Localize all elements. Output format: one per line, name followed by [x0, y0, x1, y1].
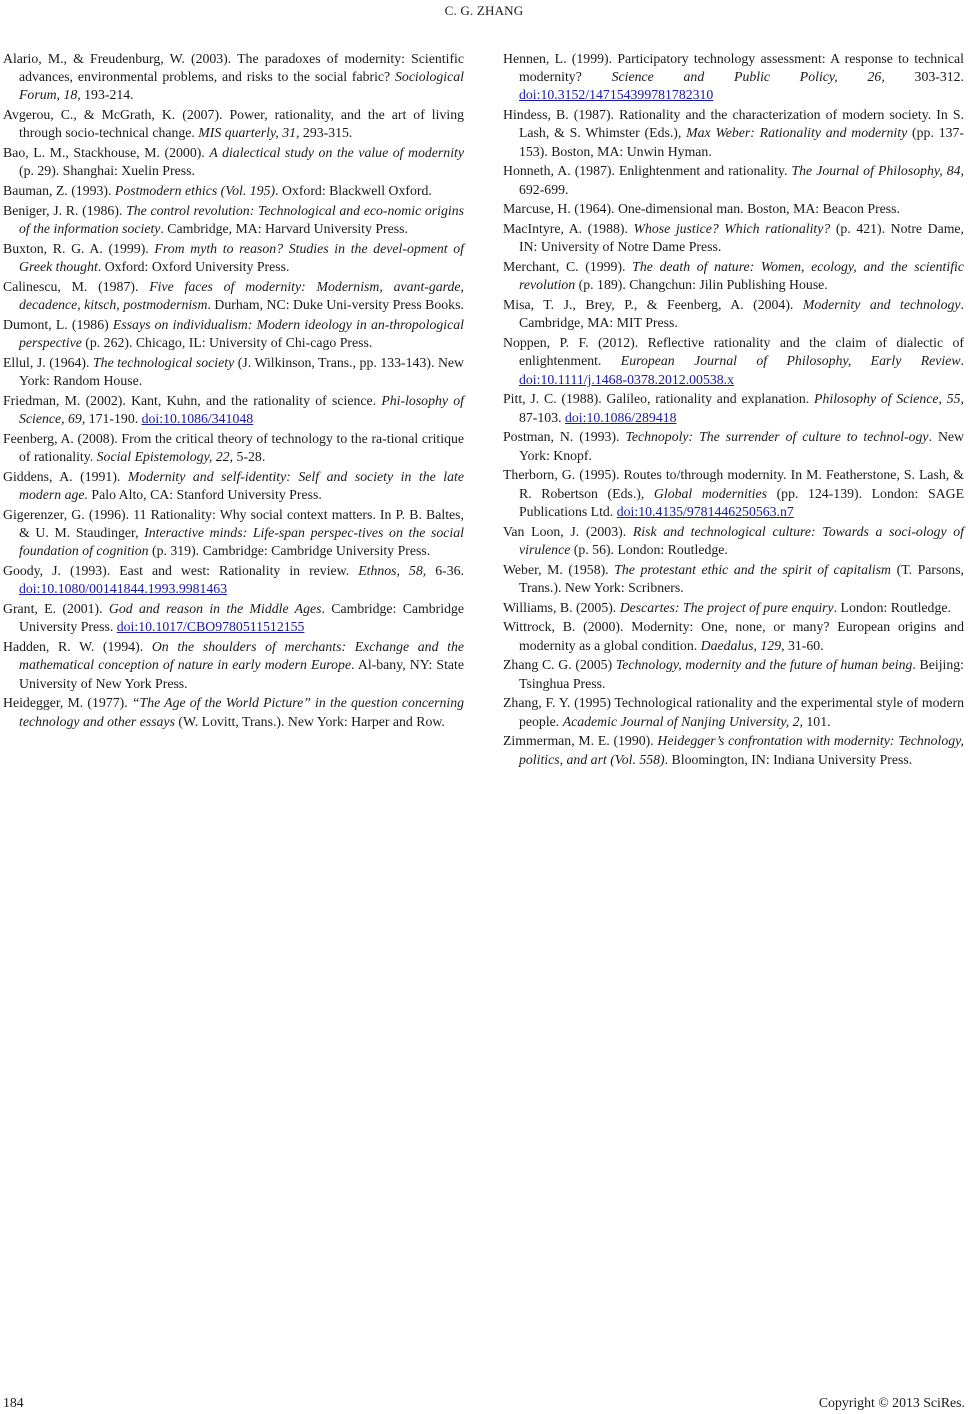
reference-italic-text: European Journal of Philosophy, Early Review	[620, 353, 961, 369]
reference-italic-text: The control revolution: Technological and eco-nomic origins of the information society	[19, 203, 464, 237]
reference-text: Ellul, J. (1964).	[3, 355, 93, 370]
reference-text: Misa, T. J., Brey, P., & Feenberg, A. (2004).	[503, 297, 803, 313]
reference-entry	[503, 258, 964, 294]
reference-text: 6-36.	[426, 563, 464, 579]
reference-text: Heidegger, M. (1977).	[3, 695, 132, 711]
running-head: C. G. ZHANG	[444, 3, 524, 18]
reference-text: . London: Routledge.	[833, 599, 951, 615]
reference-text: (pp. 124-139). London: SAGE Publications Ltd.	[519, 485, 964, 519]
reference-entry	[3, 50, 464, 105]
reference-entry	[503, 466, 964, 521]
page-number: 184	[3, 1395, 24, 1410]
reference-italic-text: From myth to reason? Studies in the devel-opment of Greek thought	[19, 241, 464, 275]
reference-italic-text: Science and Public Policy, 26,	[611, 69, 885, 85]
reference-italic-text: Max Weber: Rationality and modernity	[686, 125, 908, 141]
reference-text: 171-190.	[85, 411, 142, 427]
reference-italic-text: Risk and technological culture: Towards a soci-ology of virulence	[519, 523, 964, 557]
reference-italic-text: Technology, modernity and the future of human being	[615, 657, 913, 673]
reference-text: Calinescu, M. (1987).	[3, 279, 150, 294]
reference-italic-text: Ethnos, 58,	[358, 563, 427, 579]
doi-link[interactable]: doi:10.1111/j.1468-0378.2012.00538.x	[519, 371, 734, 387]
reference-text: Pitt, J. C. (1988). Galileo, rationality and explanation.	[503, 391, 815, 407]
reference-text: (T. Parsons, Trans.). New York: Scribners.	[519, 561, 964, 595]
reference-text: .	[960, 353, 964, 369]
doi-link[interactable]: doi:10.3152/147154399781782310	[519, 87, 714, 103]
reference-text: (p. 319). Cambridge: Cambridge University Press.	[148, 543, 431, 559]
reference-entry	[3, 468, 464, 504]
reference-text: 293-315.	[299, 125, 353, 141]
reference-text: . Al-bany, NY: State University of New York Press.	[19, 657, 464, 691]
reference-entry	[503, 694, 964, 730]
reference-italic-text: The technological society	[93, 355, 235, 370]
reference-text: Feenberg, A. (2008). From the critical theory of technology to the ra-tional critique of rationality.	[3, 431, 464, 465]
reference-text: Merchant, C. (1999).	[503, 259, 633, 275]
doi-link[interactable]: doi:10.1017/CBO9780511512155	[116, 619, 305, 635]
reference-entry	[503, 523, 964, 559]
reference-entry	[3, 316, 464, 352]
reference-text: . Oxford: Oxford University Press.	[97, 259, 290, 275]
reference-italic-text: Modernity and technology	[802, 297, 961, 313]
reference-italic-text: Daedalus, 129,	[700, 637, 785, 653]
reference-entry	[503, 296, 964, 332]
reference-text: Beniger, J. R. (1986).	[3, 203, 127, 218]
reference-italic-text: Interactive minds: Life-span perspec-tives on the social foundation of cognition	[19, 525, 464, 559]
copyright-notice: Copyright © 2013 SciRes.	[818, 1395, 965, 1410]
reference-text: (pp. 137-153). Boston, MA: Unwin Hyman.	[519, 125, 964, 159]
reference-entry	[3, 240, 464, 276]
reference-text: Therborn, G. (1995). Routes to/through modernity. In M. Featherstone, S. Lash, & R. Robertson (Eds.),	[503, 467, 964, 501]
reference-entry	[3, 694, 464, 730]
reference-entry	[503, 732, 964, 768]
reference-text: (p. 262). Chicago, IL: University of Chi-cago Press.	[81, 335, 373, 351]
reference-italic-text: God and reason in the Middle Ages	[108, 601, 322, 617]
reference-text: (p. 56). London: Routledge.	[570, 541, 728, 557]
reference-text: Gigerenzer, G. (1996). 11 Rationality: Why social context matters. In P. B. Baltes, & U. M. Staudinger,	[3, 507, 464, 541]
reference-italic-text: Essays on individualism: Modern ideology in an-thropological perspective	[19, 317, 464, 351]
reference-entry	[3, 354, 464, 390]
reference-text: 193-214.	[80, 87, 134, 103]
reference-text: Weber, M. (1958).	[503, 561, 615, 577]
references-right-column	[503, 50, 964, 770]
reference-text: Zimmerman, M. E. (1990).	[503, 733, 658, 749]
reference-entry	[503, 618, 964, 654]
reference-italic-text: Academic Journal of Nanjing University, 2,	[562, 713, 803, 729]
reference-text: Noppen, P. F. (2012). Reflective rationality and the claim of dialectic of enlightenment.	[503, 335, 964, 369]
reference-entry	[503, 390, 964, 426]
reference-text: . New York: Knopf.	[519, 429, 965, 463]
reference-entry	[3, 182, 464, 200]
reference-entry	[503, 334, 964, 389]
reference-italic-text: The Journal of Philosophy, 84,	[791, 163, 964, 179]
reference-text: Goody, J. (1993). East and west: Rationality in review.	[3, 563, 359, 579]
reference-text: 5-28.	[233, 449, 266, 465]
reference-entry	[503, 220, 964, 256]
reference-italic-text: Modernity and self-identity: Self and society in the late modern age.	[19, 469, 464, 503]
reference-text: . Cambridge, MA: Harvard University Press.	[160, 221, 408, 237]
reference-entry	[3, 144, 464, 180]
reference-italic-text: On the shoulders of merchants: Exchange and the mathematical conception of nature in early modern Europe	[19, 639, 464, 673]
reference-entry	[503, 200, 964, 218]
reference-entry	[503, 428, 964, 464]
reference-text: Marcuse, H. (1964). One-dimensional man. Boston, MA: Beacon Press.	[503, 201, 900, 217]
reference-italic-text: Heidegger’s confrontation with modernity: Technology, politics, and art (Vol. 558)	[519, 733, 964, 767]
reference-entry	[503, 599, 964, 617]
reference-text: Alario, M., & Freudenburg, W. (2003). The paradoxes of modernity: Scientific advances, environmental problems, and risks to the social fabric?	[3, 51, 464, 85]
reference-italic-text: Sociological Forum, 18,	[19, 69, 464, 103]
reference-text: Van Loon, J. (2003).	[503, 523, 633, 539]
reference-text: Buxton, R. G. A. (1999).	[3, 241, 155, 256]
reference-entry	[3, 106, 464, 142]
reference-entry	[3, 278, 464, 314]
reference-text: Hadden, R. W. (1994).	[3, 639, 152, 655]
references-left-column	[3, 50, 464, 732]
reference-entry	[3, 506, 464, 561]
reference-text: 31-60.	[784, 637, 824, 653]
reference-entry	[3, 202, 464, 238]
reference-text: Williams, B. (2005).	[503, 599, 620, 615]
reference-italic-text: The death of nature: Women, ecology, and the scientific revolution	[519, 259, 964, 293]
reference-italic-text: Social Epistemology, 22,	[96, 449, 234, 465]
reference-text: (p. 29). Shanghai: Xuelin Press.	[19, 163, 195, 179]
reference-text: (p. 421). Notre Dame, IN: University of Notre Dame Press.	[519, 221, 964, 255]
reference-text: Grant, E. (2001).	[3, 601, 109, 617]
reference-entry	[3, 600, 464, 636]
reference-text: . Durham, NC: Duke Uni-versity Press Books.	[207, 297, 464, 313]
reference-text: (p. 189). Changchun: Jilin Publishing House.	[575, 277, 828, 293]
reference-italic-text: Technopoly: The surrender of culture to technol-ogy	[625, 429, 929, 445]
reference-text: MacIntyre, A. (1988).	[503, 221, 634, 237]
doi-link[interactable]: doi:10.1086/341048	[141, 411, 254, 427]
reference-entry	[3, 638, 464, 693]
doi-link[interactable]: doi:10.1080/00141844.1993.9981463	[19, 581, 228, 597]
reference-text: 303-312.	[884, 69, 964, 85]
reference-text: Palo Alto, CA: Stanford University Press.	[87, 487, 322, 503]
reference-entry	[503, 162, 964, 198]
reference-text: . Beijing: Tsinghua Press.	[519, 657, 964, 691]
reference-entry	[503, 561, 964, 597]
reference-text: Bao, L. M., Stackhouse, M. (2000).	[3, 145, 210, 161]
reference-text: (W. Lovitt, Trans.). New York: Harper and Row.	[174, 713, 445, 729]
reference-text: Friedman, M. (2002). Kant, Kuhn, and the rationality of science.	[3, 393, 382, 408]
reference-entry	[503, 656, 964, 692]
reference-text: Avgerou, C., & McGrath, K. (2007). Power, rationality, and the art of living through socio-technical change.	[3, 107, 464, 141]
reference-italic-text: Postmodern ethics (Vol. 195)	[114, 183, 276, 199]
reference-italic-text: Global modernities	[653, 485, 767, 501]
reference-text: 87-103.	[519, 409, 565, 425]
doi-link[interactable]: doi:10.1086/289418	[565, 409, 677, 425]
reference-italic-text: MIS quarterly, 31,	[198, 125, 300, 141]
reference-text: Honneth, A. (1987). Enlightenment and rationality.	[503, 163, 792, 179]
reference-text: (J. Wilkinson, Trans., pp. 133-143). New York: Random House.	[19, 355, 464, 389]
reference-text: Dumont, L. (1986)	[3, 317, 113, 332]
reference-text: Giddens, A. (1991).	[3, 469, 128, 484]
reference-entry	[503, 50, 964, 105]
reference-entry	[503, 106, 964, 161]
reference-text: Hennen, L. (1999). Participatory technology assessment: A response to technical modernity?	[503, 51, 964, 85]
reference-text: . Cambridge: Cambridge University Press.	[19, 601, 465, 635]
reference-text: Wittrock, B. (2000). Modernity: One, none, or many? European origins and modernity as a global condition.	[503, 619, 964, 653]
reference-text: 101.	[802, 713, 831, 729]
reference-entry	[3, 430, 464, 466]
reference-entry	[3, 392, 464, 428]
reference-italic-text: “The Age of the World Picture” in the question concerning technology and other essays	[19, 695, 464, 729]
reference-text: 692-699.	[519, 181, 569, 197]
reference-text: . Oxford: Blackwell Oxford.	[275, 183, 432, 199]
reference-italic-text: Descartes: The project of pure enquiry	[619, 599, 834, 615]
reference-italic-text: A dialectical study on the value of modernity	[209, 145, 464, 161]
doi-link[interactable]: doi:10.4135/9781446250563.n7	[616, 503, 794, 519]
reference-italic-text: Whose justice? Which rationality?	[633, 221, 831, 237]
reference-entry	[3, 562, 464, 598]
reference-text: Zhang C. G. (2005)	[503, 657, 616, 673]
reference-text: Postman, N. (1993).	[503, 429, 626, 445]
reference-text: . Cambridge, MA: MIT Press.	[519, 297, 964, 331]
reference-italic-text: Philosophy of Science, 55,	[814, 391, 964, 407]
reference-italic-text: Phi-losophy of Science, 69,	[19, 393, 464, 427]
reference-text: . Bloomington, IN: Indiana University Press.	[664, 751, 913, 767]
reference-text: Hindess, B. (1987). Rationality and the characterization of modern society. In S. Lash, & S. Whimster (Eds.),	[503, 107, 964, 141]
reference-italic-text: Five faces of modernity: Modernism, avant-garde, decadence, kitsch, postmodernism	[19, 279, 464, 313]
reference-text: Zhang, F. Y. (1995) Technological rationality and the experimental style of modern people.	[503, 695, 964, 729]
reference-text: Bauman, Z. (1993).	[3, 183, 115, 199]
reference-italic-text: The protestant ethic and the spirit of capitalism	[614, 561, 892, 577]
